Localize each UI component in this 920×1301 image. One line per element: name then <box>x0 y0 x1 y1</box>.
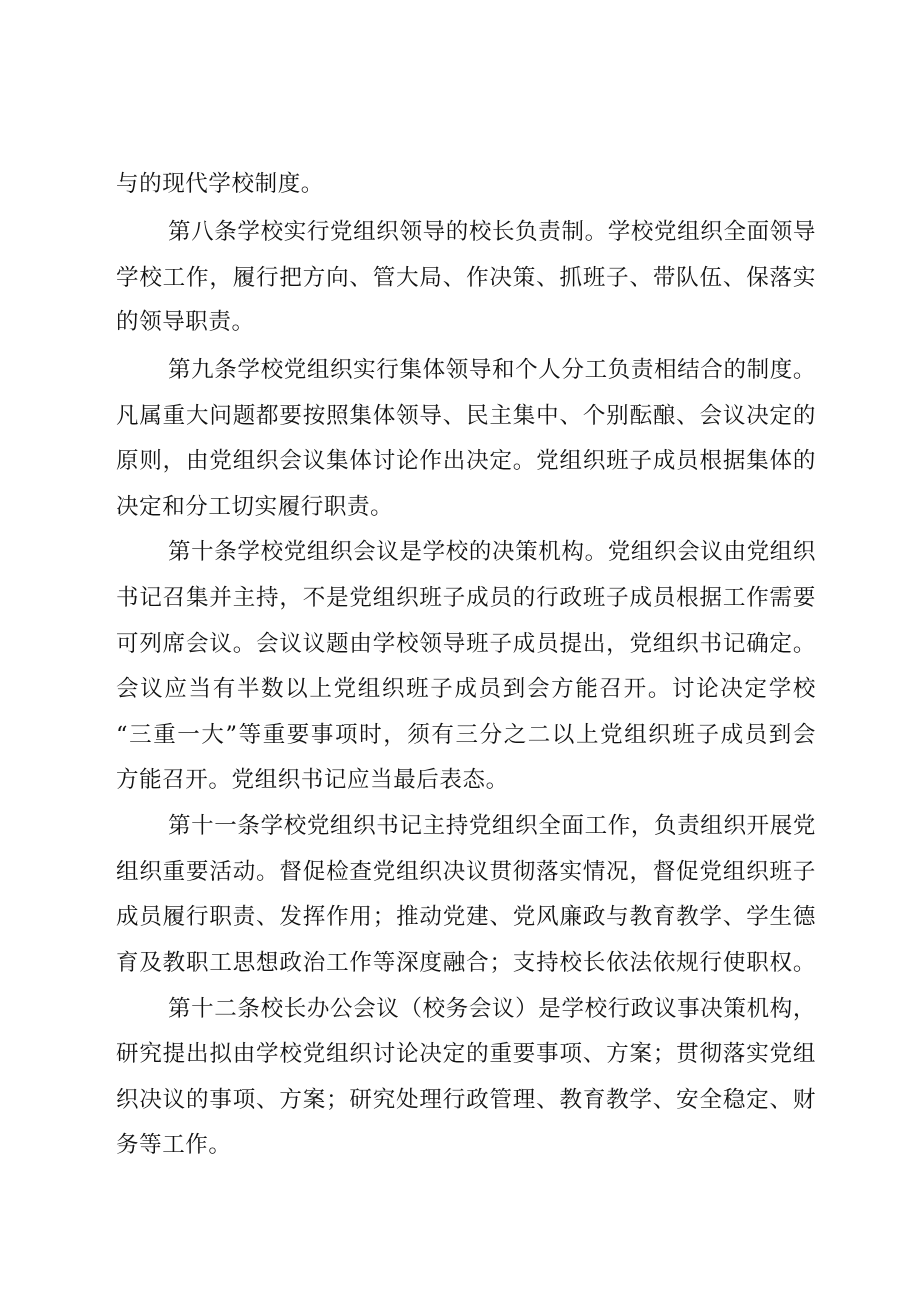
text-line: 第九条学校党组织实行集体领导和个人分工负责相结合的制度。 <box>168 357 816 383</box>
text-line: 第八条学校实行党组织领导的校长负责制。学校党组织全面领导 <box>168 219 816 245</box>
text-line: 第十条学校党组织会议是学校的决策机构。党组织会议由党组织 <box>168 539 816 565</box>
text-line: 会议应当有半数以上党组织班子成员到会方能召开。讨论决定学校 <box>116 676 816 702</box>
text-line: 可列席会议。会议议题由学校领导班子成员提出，党组织书记确定。 <box>116 631 816 657</box>
text-line: 育及教职工思想政治工作等深度融合；支持校长依法依规行使职权。 <box>116 950 816 976</box>
text-line: 与的现代学校制度。 <box>116 171 324 197</box>
text-line: 研究提出拟由学校党组织讨论决定的重要事项、方案；贯彻落实党组 <box>116 1041 816 1067</box>
text-line: 方能召开。党组织书记应当最后表态。 <box>116 767 509 793</box>
text-line: 务等工作。 <box>116 1132 232 1158</box>
text-line: 书记召集并主持，不是党组织班子成员的行政班子成员根据工作需要 <box>116 585 816 611</box>
text-line: 的领导职责。 <box>116 309 255 335</box>
text-line: 凡属重大问题都要按照集体领导、民主集中、个别酝酿、会议决定的 <box>116 403 816 429</box>
text-line: 原则，由党组织会议集体讨论作出决定。党组织班子成员根据集体的 <box>116 448 816 474</box>
text-line: “三重一大”等重要事项时，须有三分之二以上党组织班子成员到会 <box>116 722 816 748</box>
text-line: 第十二条校长办公会议（校务会议）是学校行政议事决策机构， <box>168 996 816 1022</box>
text-line: 组织重要活动。督促检查党组织决议贯彻落实情况，督促党组织班子 <box>116 859 816 885</box>
text-line: 决定和分工切实履行职责。 <box>116 494 394 520</box>
text-line: 学校工作，履行把方向、管大局、作决策、抓班子、带队伍、保落实 <box>116 265 816 291</box>
text-line: 成员履行职责、发挥作用；推动党建、党风廉政与教育教学、学生德 <box>116 904 816 930</box>
text-line: 第十一条学校党组织书记主持党组织全面工作，负责组织开展党 <box>168 813 816 839</box>
text-line: 织决议的事项、方案；研究处理行政管理、教育教学、安全稳定、财 <box>116 1087 816 1113</box>
